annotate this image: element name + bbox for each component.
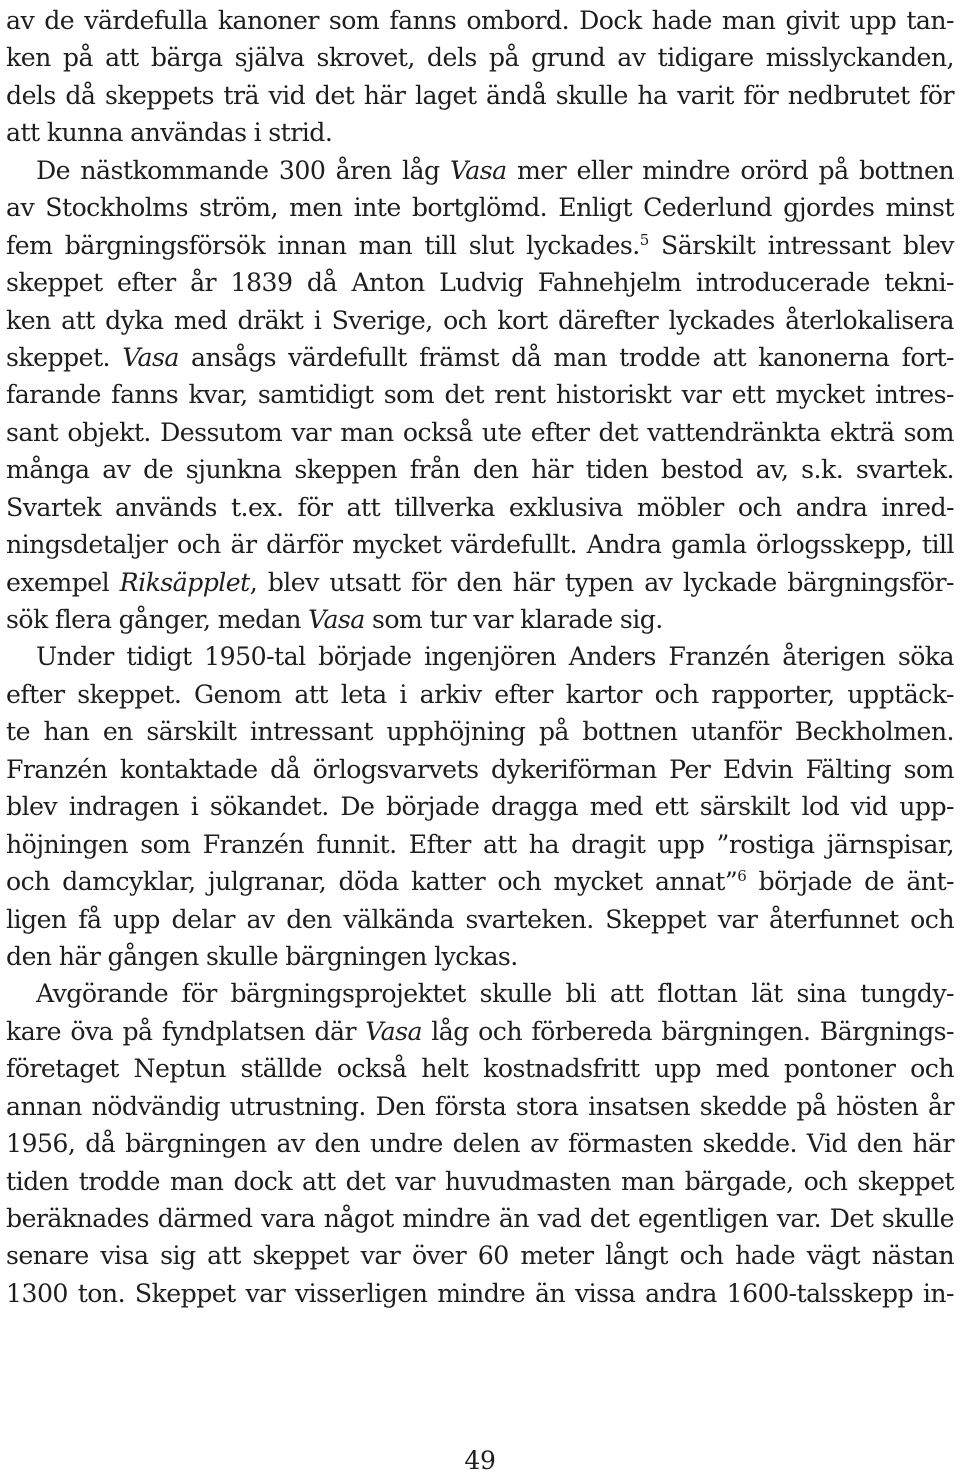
text-line xyxy=(6,863,954,900)
italic-ship-name: Vasa xyxy=(449,155,507,185)
text-segment: beräknades därmed vara något mindre än vad det egentligen var. Det skulle xyxy=(6,1204,954,1233)
text-segment: Särskilt intressant blev xyxy=(648,230,954,260)
italic-ship-name: Riksäpplet xyxy=(119,567,250,597)
text-line xyxy=(6,826,954,863)
text-segment: ligen få upp delar av den välkända svarteken. Skeppet var återfunnet och xyxy=(6,904,954,934)
text-line xyxy=(6,526,954,563)
text-segment: kare öva på fyndplatsen där xyxy=(6,1016,366,1046)
text-line xyxy=(6,938,954,975)
text-segment: Avgörande för bärgningsprojektet skulle bli att flottan lät sina tungdy- xyxy=(36,979,954,1009)
text-line xyxy=(6,713,954,750)
text-line xyxy=(6,2,954,39)
page-number: 49 xyxy=(464,1446,496,1475)
text-segment: exempel xyxy=(6,567,120,597)
text-line xyxy=(6,1237,954,1274)
text-line xyxy=(6,114,954,151)
text-line xyxy=(6,39,954,76)
text-line xyxy=(6,751,954,788)
text-line xyxy=(6,601,954,638)
text-line xyxy=(6,1088,954,1125)
text-segment: ansågs värdefullt främst då man trodde att kanonerna fort- xyxy=(178,342,954,372)
text-segment: av Stockholms ström, men inte bortglömd. Enligt Cederlund gjordes minst xyxy=(6,193,954,223)
text-segment: De nästkommande 300 åren låg xyxy=(36,155,450,185)
text-line xyxy=(6,788,954,825)
text-segment: Franzén kontaktade då örlogsvarvets dykeriförman Per Edvin Fälting som xyxy=(6,754,954,784)
text-segment: blev indragen i sökandet. De började dragga med ett särskilt lod vid upp- xyxy=(6,792,954,822)
text-segment: annan nödvändig utrustning. Den första stora insatsen skedde på hösten år xyxy=(6,1091,954,1121)
text-line xyxy=(6,975,954,1012)
text-segment: och damcyklar, julgranar, döda katter och mycket annat” xyxy=(6,867,738,897)
text-segment: den här gången skulle bärgningen lyckas. xyxy=(6,941,518,971)
text-line xyxy=(6,901,954,938)
text-line xyxy=(6,489,954,526)
text-segment: te han en särskilt intressant upphöjning på bottnen utanför Beckholmen. xyxy=(6,717,954,747)
text-line xyxy=(6,1200,954,1237)
text-segment: låg och förbereda bärgningen. Bärgnings- xyxy=(421,1016,954,1046)
text-line xyxy=(6,1163,954,1200)
footnote-reference: 6 xyxy=(737,867,747,886)
text-segment: ningsdetaljer och är därför mycket värdefullt. Andra gamla örlogsskepp, till xyxy=(6,530,954,560)
italic-ship-name: Vasa xyxy=(308,605,365,634)
italic-ship-name: Vasa xyxy=(122,342,179,372)
text-segment: , blev utsatt för den här typen av lyckade bärgningsför- xyxy=(249,567,954,597)
text-segment: Under tidigt 1950-tal började ingenjören Anders Franzén återigen söka xyxy=(36,642,954,672)
text-segment: började de änt- xyxy=(746,867,955,897)
text-line xyxy=(6,414,954,451)
text-line xyxy=(6,1275,954,1312)
book-page xyxy=(6,0,954,1481)
text-line xyxy=(6,189,954,226)
text-line xyxy=(6,1013,954,1050)
text-segment: tiden trodde man dock att det var huvudmasten man bärgade, och skeppet xyxy=(6,1166,954,1196)
body-text xyxy=(6,2,954,1312)
text-segment: skeppet efter år 1839 då Anton Ludvig Fahnehjelm introducerade tekni- xyxy=(6,268,954,298)
text-segment: att kunna användas i strid. xyxy=(6,118,333,148)
text-segment: som tur var klarade sig. xyxy=(364,605,663,634)
text-segment: senare visa sig att skeppet var över 60 meter långt och hade vägt nästan xyxy=(6,1241,954,1271)
text-line xyxy=(6,1125,954,1162)
text-segment: sant objekt. Dessutom var man också ute efter det vattendränkta ekträ som xyxy=(6,417,954,447)
text-line xyxy=(6,77,954,114)
text-segment: 1300 ton. Skeppet var visserligen mindre än vissa andra 1600-talsskepp in- xyxy=(6,1278,954,1308)
text-line xyxy=(6,376,954,413)
text-line xyxy=(6,676,954,713)
text-segment: skeppet. xyxy=(6,342,123,372)
italic-ship-name: Vasa xyxy=(365,1016,422,1046)
text-segment: dels då skeppets trä vid det här laget ändå skulle ha varit för nedbrutet för xyxy=(6,80,954,110)
text-segment: företaget Neptun ställde också helt kostnadsfritt upp med pontoner och xyxy=(6,1054,954,1084)
text-line xyxy=(6,451,954,488)
text-segment: många av de sjunkna skeppen från den här tiden bestod av, s.k. svartek. xyxy=(6,455,954,485)
text-line xyxy=(6,1050,954,1087)
text-segment: mer eller mindre orörd på bottnen xyxy=(506,155,954,185)
text-segment: av de värdefulla kanoner som fanns ombord. Dock hade man givit upp tan- xyxy=(6,6,954,35)
text-line xyxy=(6,339,954,376)
text-line xyxy=(6,227,954,264)
text-segment: Svartek används t.ex. för att tillverka exklusiva möbler och andra inred- xyxy=(6,492,954,522)
text-segment: 1956, då bärgningen av den undre delen av förmasten skedde. Vid den här xyxy=(6,1129,954,1159)
text-line xyxy=(6,564,954,601)
text-segment: höjningen som Franzén funnit. Efter att ha dragit upp ”rostiga järnspisar, xyxy=(6,829,954,859)
text-segment: ken att dyka med dräkt i Sverige, och kort därefter lyckades återlokalisera xyxy=(6,305,954,335)
text-segment: efter skeppet. Genom att leta i arkiv efter kartor och rapporter, upptäck- xyxy=(6,679,954,709)
text-segment: sök flera gånger, medan xyxy=(6,605,309,634)
text-segment: fem bärgningsförsök innan man till slut lyckades. xyxy=(6,230,640,260)
text-line xyxy=(6,302,954,339)
text-segment: ken på att bärga själva skrovet, dels på grund av tidigare misslyckanden, xyxy=(6,43,954,73)
text-line xyxy=(6,152,954,189)
footnote-reference: 5 xyxy=(639,230,649,249)
text-line xyxy=(6,264,954,301)
text-segment: farande fanns kvar, samtidigt som det rent historiskt var ett mycket intres- xyxy=(6,380,954,410)
text-line xyxy=(6,638,954,675)
